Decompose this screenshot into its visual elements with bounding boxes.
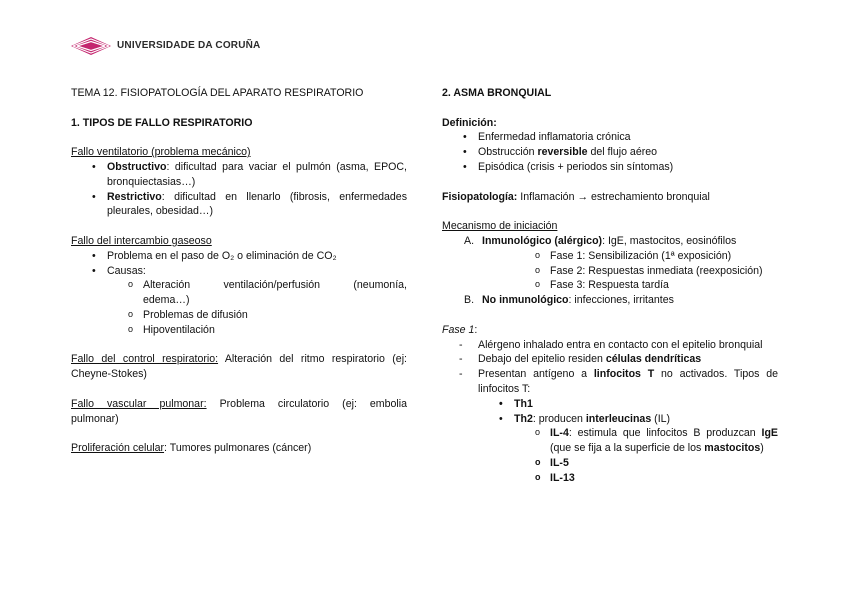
list-item-obstructivo-cont: bronquiectasias…) [107,175,196,188]
sub-item-il4: o IL-4: estimula que linfocitos B produzcan IgE [442,426,778,441]
left-column [71,86,407,456]
paragraph-fallo-control-cont: Cheyne-Stokes) [71,368,147,381]
sub-item-il5: o IL-5 [442,456,778,471]
sub-item-il13: o IL-13 [442,471,778,486]
heading-definicion: Definición: [442,116,497,129]
paragraph-fallo-vascular-cont: pulmonar) [71,412,119,425]
section-heading-asma: 2. ASMA BRONQUIAL [442,87,552,99]
sub-item-th2: • Th2: producen interleucinas (IL) [442,412,778,427]
right-column [442,86,778,486]
list-item-def-3: • Episódica (crisis + periodos sin síntomas) [442,160,778,175]
sub-item-fase-3: o Fase 3: Respuesta tardía [442,278,778,293]
heading-mecanismo: Mecanismo de iniciación [442,220,558,233]
dash-item-alergeno: - Alérgeno inhalado entra en contacto con el epitelio bronquial [442,338,778,353]
sub-item-fase-1: o Fase 1: Sensibilización (1ª exposición) [442,249,778,264]
section-heading-tipos-fallo: 1. TIPOS DE FALLO RESPIRATORIO [71,116,253,129]
sub-item-th1: • Th1 [442,397,778,412]
sub-item-alteracion: o Alteración ventilación/perfusión (neumonía, [71,278,407,293]
university-name: UNIVERSIDADE DA CORUÑA [117,39,261,51]
list-item-paso-gases: • Problema en el paso de O₂ o eliminación de CO₂ [71,249,407,264]
dash-item-linfocitos-cont: linfocitos T: [478,382,531,395]
document-title: TEMA 12. FISIOPATOLOGÍA DEL APARATO RESPIRATORIO [71,87,364,99]
list-item-obstructivo: • Obstructivo: dificultad para vaciar el pulmón (asma, EPOC, [71,160,407,175]
university-logo [71,36,260,56]
paragraph-proliferacion: Proliferación celular: Tumores pulmonares (cáncer) [71,442,312,455]
paragraph-fallo-control: Fallo del control respiratorio: Alteración del ritmo respiratorio (ej: [71,353,407,366]
list-item-inmunologico: A. Inmunológico (alérgico): IgE, mastocitos, eosinófilos [464,234,737,247]
sub-item-hipoventilacion: o Hipoventilación [71,323,407,338]
list-item-restrictivo-cont: pleurales, obesidad…) [107,205,213,218]
sub-item-difusion: o Problemas de difusión [71,308,407,323]
heading-fallo-intercambio: Fallo del intercambio gaseoso [71,234,212,247]
heading-fase-1: Fase 1: [442,323,478,336]
list-item-causas: • Causas: [71,264,407,279]
paragraph-fisiopatologia: Fisiopatología: Inflamación → estrechamiento bronquial [442,190,710,203]
sub-item-il4-cont: (que se fija a la superficie de los mastocitos) [550,442,764,455]
dash-item-linfocitos: - Presentan antígeno a linfocitos T no activados. Tipos de [442,367,778,382]
heading-fallo-ventilatorio: Fallo ventilatorio (problema mecánico) [71,146,251,159]
list-item-restrictivo: • Restrictivo: dificultad en llenarlo (fibrosis, enfermedades [71,190,407,205]
list-item-def-2: • Obstrucción reversible del flujo aéreo [442,145,778,160]
university-emblem-icon [71,37,111,55]
sub-item-alteracion-cont: edema…) [143,294,190,307]
dash-item-dendriticas: - Debajo del epitelio residen células dendríticas [442,352,778,367]
paragraph-fallo-vascular: Fallo vascular pulmonar: Problema circulatorio (ej: embolia [71,397,408,410]
sub-item-fase-2: o Fase 2: Respuestas inmediata (reexposición) [442,264,778,279]
list-item-no-inmunologico: B. No inmunológico: infecciones, irritantes [464,294,674,307]
list-item-def-1: • Enfermedad inflamatoria crónica [442,130,778,145]
